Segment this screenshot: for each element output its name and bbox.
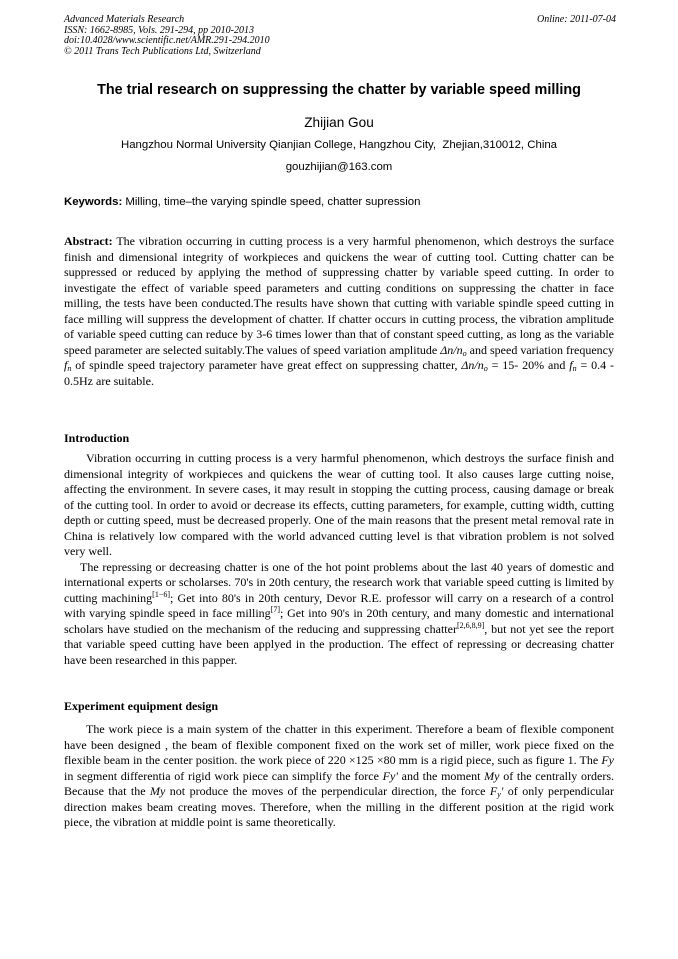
keywords-text: Milling, time–the varying spindle speed, chatter supression	[122, 196, 421, 208]
intro-p2-text-b: ; Get into 80's in 20th century, Devor R.E. professor will carry on a research of a control with varying spindle speed in face milling	[64, 590, 614, 620]
delta-n-2: Δn/n	[461, 358, 484, 372]
intro-paragraph-1: Vibration occurring in cutting process is a very harmful phenomenon, which destroys the surface finish and dimensional integrity of workpieces and quickens the wear of cutting tool. It also causes large cutting noise, affecting the environment. In severe cases, it may result in stopping the cutting process, causing damage or break of the cutting tool. In order to avoid or decrease its effects, cutting parameters, for example, cutting width, cutting depth or cutting speed, must be decreased properly. One of the main reasons that the present metal removal rate in China is relatively low compared with the world advanced cutting level is that vibration problem is not solved very well.	[64, 451, 614, 558]
introduction-heading: Introduction	[64, 431, 130, 445]
issn-line: ISSN: 1662-8985, Vols. 291-294, pp 2010-2013	[64, 24, 254, 36]
sub-n-2: n	[572, 364, 577, 373]
exp-text-b: in segment differentia of rigid work piece can simplify the force	[64, 768, 383, 783]
experiment-heading: Experiment equipment design	[64, 699, 219, 713]
author-name: Zhijian Gou	[304, 115, 374, 130]
doi-line: doi:10.4028/www.scientific.net/AMR.291-294.2010	[64, 35, 270, 46]
delta-n: Δn/n	[440, 342, 463, 357]
author-email: gouzhijian@163.com	[285, 161, 393, 173]
abstract	[64, 234, 614, 389]
intro-p2-text-d: , but not yet see the report that variable speed cutting have been applyed in the production. The effect of repressing or decreasing chatter have been researched in this papper.	[64, 621, 614, 667]
paper-title: The trial research on suppressing the chatter by variable speed milling	[97, 82, 581, 98]
abstract-text-5: = 0.4 - 0.5Hz are suitable.	[64, 358, 614, 388]
journal-header	[64, 15, 616, 57]
my-symbol: My	[484, 768, 500, 783]
sub-o-2: o	[483, 364, 488, 373]
intro-paragraph-2	[64, 560, 614, 669]
keywords-label: Keywords:	[64, 196, 123, 208]
fy-symbol: Fy	[601, 753, 614, 767]
citation-2: [7]	[270, 605, 281, 614]
introduction-body	[64, 451, 614, 668]
abstract-text-1: The vibration occurring in cutting process is a very harmful phenomenon, which destroys the surface finish and dimensional integrity of workpieces and quickens the wear of cutting tool. Cutting chatter can be suppressed or reduced by applying the method of suppressing chatter by variable speed cutting. In order to investigate the effect of variable speed parameters and cutting conditions on suppressing the chatter in face milling, the tests have been conducted.The results have shown that cutting with variable spindle speed cutting in face milling will suppress the development of chatter. If chatter occurs in cutting process, the vibration amplitude of variable speed cutting can reduce by 3-6 times lower than that of constant speed cutting, as long as the variable speed parameter are selected suitably.The values of speed variation amplitude	[64, 234, 614, 357]
exp-text-d: of the centrally orders. Because that the	[64, 768, 614, 798]
exp-text-a: The work piece is a main system of the chatter in this experiment. Therefore a beam of flexible component have been designed , the beam of flexible component fixed on the work set of miller, work piece fixed on the flexible beam in the center position. the work piece of 220 ×125 ×80 mm is a rigid piece, such as figure 1. The	[64, 722, 614, 767]
affiliation: Hangzhou Normal University Qianjian College, Hangzhou City, Zhejian,310012, China	[120, 139, 558, 151]
prime-symbol: '	[500, 784, 504, 798]
abstract-text-2: and speed variation frequency	[466, 342, 614, 357]
f-symbol-2: f	[569, 358, 573, 372]
citation-1: [1−6]	[152, 589, 171, 599]
journal-name: Advanced Materials Research	[64, 14, 185, 25]
copyright-line: © 2011 Trans Tech Publications Ltd, Switzerland	[64, 45, 261, 57]
exp-text-c: and the moment	[397, 768, 485, 783]
f-symbol: f	[64, 358, 68, 372]
citation-3: [2,6,8,9]	[456, 620, 485, 630]
my-symbol-2: My	[150, 784, 166, 798]
experiment-paragraph	[64, 722, 614, 831]
intro-p2-text-c: ; Get into 90's in 20th century, and many domestic and international scholars have studied on the mechanism of the reducing and suppressing chatter	[64, 606, 614, 636]
abstract-label: Abstract:	[64, 234, 113, 248]
exp-text-f: of only perpendicular direction makes beam creating moves. Therefore, when the milling in the different position at the rigid work piece, the vibration at middle point is same theoretically.	[64, 784, 614, 829]
sub-o: o	[462, 348, 467, 358]
experiment-body	[64, 722, 614, 831]
abstract-text-4: = 15- 20% and	[487, 358, 570, 372]
fy-prime-symbol: Fy'	[382, 768, 398, 783]
abstract-text-3: of spindle speed trajectory parameter have great effect on suppressing chatter,	[71, 358, 462, 372]
sub-n: n	[67, 364, 72, 373]
sub-y: y	[497, 790, 501, 799]
exp-text-e: not produce the moves of the perpendicular direction, the force	[165, 784, 490, 798]
intro-p2-text-a: The repressing or decreasing chatter is one of the hot point problems about the last 40 years of domestic and international experts or scholarses. 70's in 20th century, the research work that variable speed cutting is limited by cutting machining	[64, 559, 614, 605]
keywords	[64, 196, 616, 208]
online-date: Online: 2011-07-04	[537, 14, 616, 25]
F-symbol: F	[489, 784, 498, 798]
